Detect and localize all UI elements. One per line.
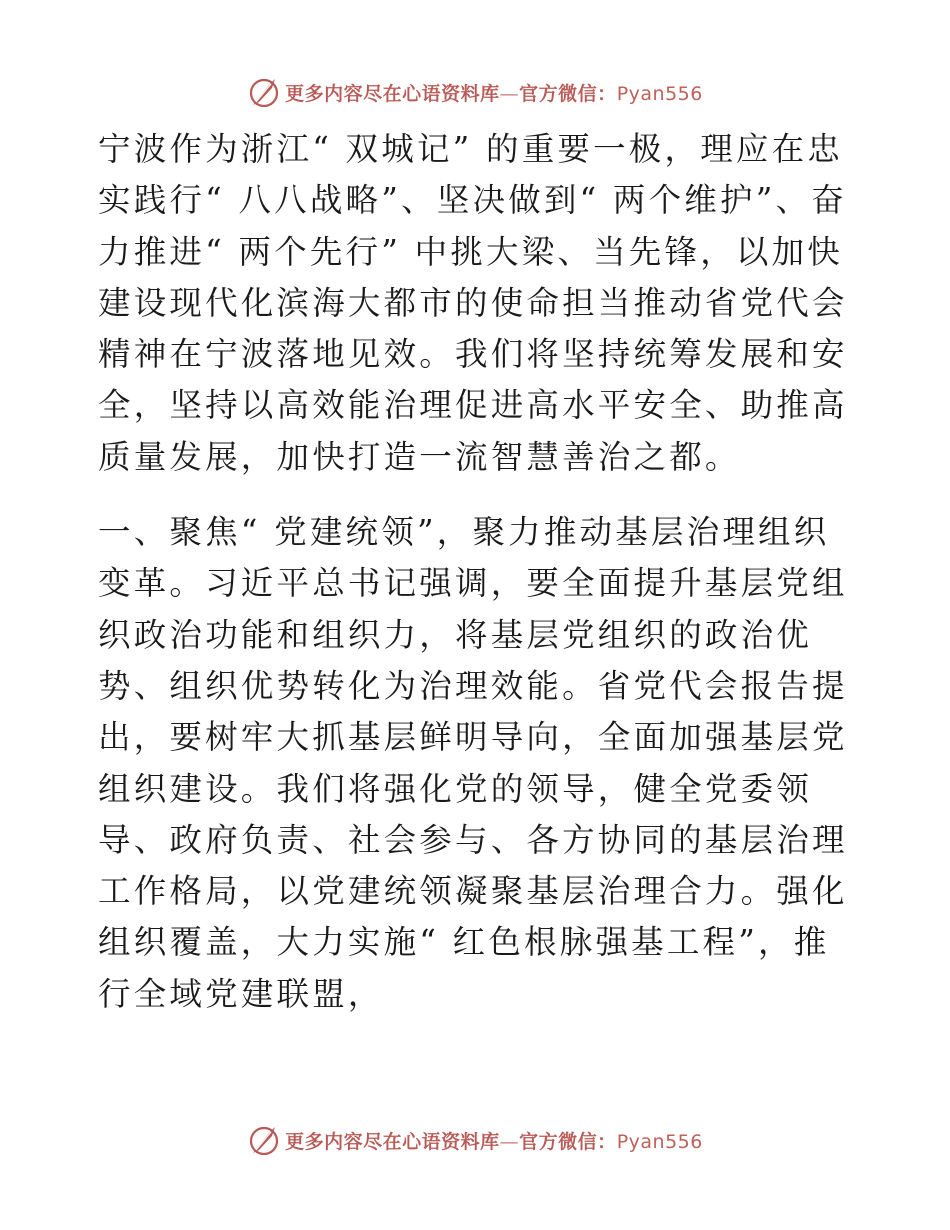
watermark-dash: — [499,1130,520,1153]
watermark-channel-label: 官方微信： [519,1130,617,1153]
watermark-text: 更多内容尽在心语资料库 [285,82,500,105]
footer-watermark [0,1120,950,1160]
watermark-wechat-id: Pyan556 [616,82,703,105]
watermark-dash: — [499,82,520,105]
watermark-label [285,79,703,106]
paragraph-intro: 宁波作为浙江“ 双城记” 的重要一极，理应在忠实践行“ 八八战略”、坚决做到“ 两个维护”、奋力推进“ 两个先行” 中挑大梁、当先锋，以加快建设现代化滨海大都市的使命担当推动省党代会精神在宁波落地见效。我们将坚持统筹发展和安全，坚持以高效能治理促进高水平安全、助推高质量发展，加快打造一流智慧善治之都。 [98,130,848,476]
watermark-channel-label: 官方微信： [519,82,617,105]
paragraph-section-one: 一、聚焦“ 党建统领”，聚力推动基层治理组织变革。习近平总书记强调，要全面提升基层党组织政治功能和组织力，将基层党组织的政治优势、组织优势转化为治理效能。省党代会报告提出，要树牢大抓基层鲜明导向，全面加强基层党组织建设。我们将强化党的领导，健全党委领导、政府负责、社会参与、各方协同的基层治理工作格局，以党建统领凝聚基层治理合力。强化组织覆盖，大力实施“ 红色根脉强基工程”，推行全域党建联盟， [98,513,848,1013]
watermark-text: 更多内容尽在心语资料库 [285,1130,500,1153]
watermark-wechat-id: Pyan556 [616,1130,703,1153]
quill-logo-icon [247,75,281,109]
document-body [98,124,858,1020]
watermark-label [285,1127,703,1154]
header-watermark [0,72,950,112]
quill-logo-icon [247,1123,281,1157]
